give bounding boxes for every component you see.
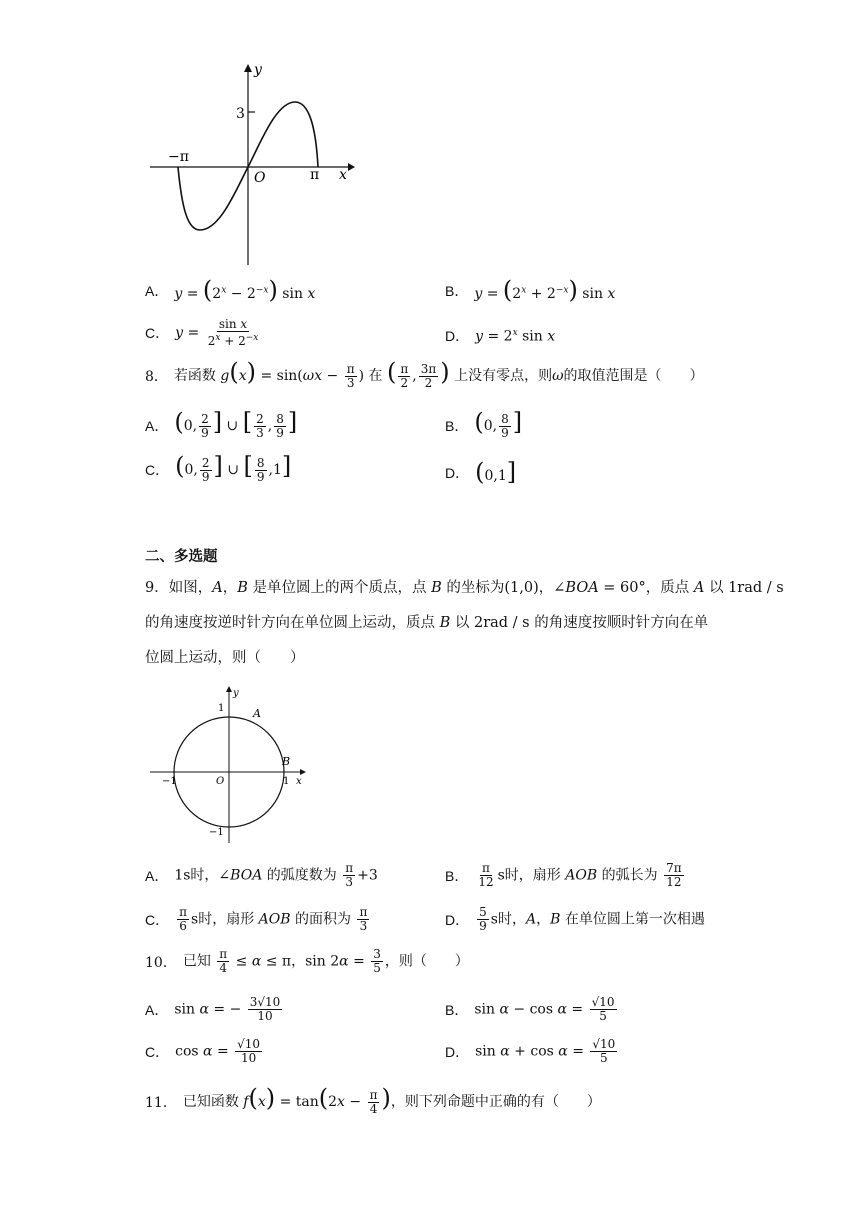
option-text: 1s时，∠BOA 的弧度数为 $\frac{\pi}{3}$ +3: [174, 861, 378, 889]
option-label: C．: [145, 1043, 170, 1060]
q10-option-d[interactable]: [445, 1038, 619, 1065]
function-graph: [140, 60, 360, 270]
option-label: B．: [445, 283, 469, 299]
q9-line-3: 位圆上运动，则（ ）: [145, 650, 305, 666]
option-text: y = $\frac{\text{sin x}}{2^x + 2^{-x}}$: [175, 317, 259, 348]
q10-option-a[interactable]: [145, 996, 284, 1023]
option-text: $\frac{\pi}{12}$ s时，扇形 AOB 的弧长为 $\frac{7\pi}{12}$: [478, 861, 682, 889]
q9-option-d[interactable]: [445, 906, 705, 933]
question-number: 11．: [145, 1094, 177, 1111]
q10-option-b[interactable]: [445, 996, 619, 1023]
option-label: B．: [445, 1001, 469, 1018]
q7-option-a[interactable]: [145, 276, 316, 304]
section-title: 二、多选题: [145, 549, 218, 565]
option-text: $\frac{\pi}{6}$ s时，扇形 AOB 的面积为 $\frac{\pi}{3}$: [179, 905, 368, 933]
unit-circle-figure: [145, 685, 310, 845]
question-text: 已知函数 f(x) = tan(2x − $\frac{\pi}{4}$ )，则下列命题中正确的有（ ）: [182, 1084, 601, 1116]
option-text: (0, $\frac{2}{9}$ ] ∪ [ $\frac{8}{9}$ ,1]: [175, 452, 292, 484]
q8-option-c[interactable]: [145, 452, 292, 484]
q9-line-2: 的角速度按逆时针方向在单位圆上运动，质点 B 以 2rad / s 的角速度按顺时针方向在单: [145, 615, 709, 631]
point-b-label: B: [282, 755, 291, 768]
option-label: C．: [145, 325, 170, 341]
q9-option-a[interactable]: [145, 862, 378, 889]
option-label: A．: [145, 1001, 169, 1018]
q7-option-b[interactable]: [445, 276, 616, 304]
option-text: $y = (2^x + 2^{-x})$ sin x: [474, 276, 616, 304]
q9-line-1: 9．如图，A，B 是单位圆上的两个质点，点 B 的坐标为(1,0)，∠BOA = 60°，质点 A 以 1rad / s: [145, 580, 784, 596]
x-axis-label: x: [296, 776, 302, 787]
option-label: A．: [145, 283, 169, 299]
option-label: C．: [145, 911, 170, 928]
q8-option-a[interactable]: [145, 408, 298, 440]
option-text: (0,1]: [475, 458, 517, 486]
q8-stem: [145, 358, 704, 390]
option-text: sin α + cos α = $\frac{√10}{5}$: [475, 1037, 616, 1065]
tick-neg1-left: −1: [162, 776, 177, 787]
question-number: 10．: [145, 954, 177, 971]
option-text: cos α = $\frac{√10}{10}$: [175, 1037, 261, 1065]
tick-pi: π: [310, 167, 320, 183]
tick-1-top: 1: [218, 703, 225, 714]
tick-neg1-bottom: −1: [209, 827, 224, 838]
option-text: sin α = − $\frac{3√10}{10}$: [174, 995, 281, 1023]
option-label: A．: [145, 867, 169, 884]
y-axis-label: y: [254, 62, 262, 78]
option-label: A．: [145, 417, 169, 434]
option-label: D．: [445, 328, 470, 344]
option-label: C．: [145, 461, 170, 478]
q7-option-c[interactable]: [145, 318, 262, 348]
q9-option-b[interactable]: [445, 862, 686, 889]
q11-stem: [145, 1084, 601, 1116]
option-label: B．: [445, 867, 469, 884]
option-text: $\frac{5}{9}$ s时，A，B 在单位圆上第一次相遇: [479, 905, 705, 933]
tick-1-right: 1: [283, 776, 290, 787]
question-text: 已知 $\frac{\pi}{4}$ ≤ α ≤ π，sin 2α = $\frac{3}{5}$ ，则（ ）: [182, 947, 469, 975]
question-text: 若函数 g(x) = sin(ωx − $\frac{\pi}{3}$ ) 在 ( $\frac{\pi}{2}$ , $\frac{3\pi}{2}$ ) 上没有零点，则ω的取值范围是（ ）: [173, 358, 704, 390]
q10-option-c[interactable]: [145, 1038, 264, 1065]
q8-option-b[interactable]: [445, 408, 523, 440]
origin-label: O: [216, 776, 225, 787]
option-text: (0, $\frac{8}{9}$ ]: [474, 408, 523, 440]
option-text: sin α − cos α = $\frac{√10}{5}$: [474, 995, 615, 1023]
x-axis-label: x: [339, 167, 347, 183]
option-text: (0, $\frac{2}{9}$ ] ∪ [ $\frac{2}{3}$ , $\frac{8}{9}$ ]: [174, 408, 298, 440]
q9-option-c[interactable]: [145, 906, 371, 933]
q8-option-d[interactable]: [445, 458, 517, 486]
option-text: $y = (2^x - 2^{-x})$ sin x: [174, 276, 316, 304]
option-text: $y = 2^x$ sin x: [475, 327, 556, 345]
tick-neg-pi: −π: [168, 149, 189, 165]
point-a-label: A: [253, 707, 261, 720]
q7-option-d[interactable]: [445, 326, 555, 346]
option-label: D．: [445, 465, 470, 481]
option-label: B．: [445, 417, 469, 434]
tick-3: 3: [236, 106, 245, 122]
option-label: D．: [445, 1043, 470, 1060]
q10-stem: [145, 948, 469, 975]
origin-label: O: [254, 170, 266, 186]
question-number: 8．: [145, 368, 168, 385]
y-axis-label: y: [233, 688, 239, 699]
option-label: D．: [445, 911, 470, 928]
